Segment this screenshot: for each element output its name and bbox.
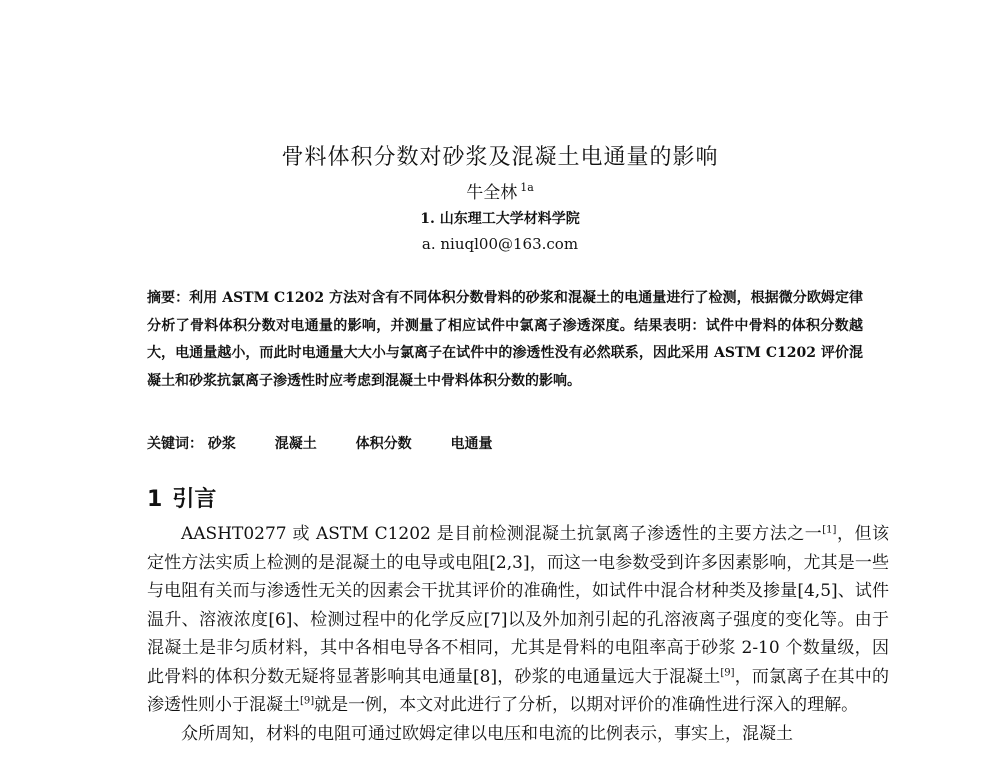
keywords-label: 关键词： (147, 436, 203, 452)
abstract (147, 285, 863, 395)
paragraph: 众所周知，材料的电阻可通过欧姆定律以电压和电流的比例表示，事实上，混凝土 (181, 723, 793, 744)
keyword: 体积分数 (355, 436, 412, 452)
section-title: 引言 (172, 487, 217, 512)
keyword: 砂浆 (207, 436, 236, 452)
citation: [9] (720, 666, 735, 678)
author-name: 牛全林 (466, 183, 518, 203)
paper-title: 骨料体积分数对砂浆及混凝土电通量的影响 (281, 145, 719, 170)
citation: [1] (822, 524, 837, 536)
keywords (147, 433, 863, 453)
citation: [9] (300, 695, 315, 707)
section-heading (147, 482, 216, 513)
abstract-label: 摘要： (147, 290, 190, 306)
keyword: 混凝土 (274, 436, 317, 452)
section-number: 1 (147, 487, 163, 512)
author-line (0, 178, 1000, 203)
author-email: a. niuql00@163.com (421, 235, 579, 253)
abstract-text: 利用 ASTM C1202 方法对含有不同体积分数骨料的砂浆和混凝土的电通量进行了检测，根据微分欧姆定律分析了骨料体积分数对电通量的影响，并测量了相应试件中氯离子渗透深度。结果表明：试件中骨料的体积分数越大，电通量越小，而此时电通量大大小与氯离子在试件中的渗透性没有必然联系，因此采用 ASTM C1202 评价混凝土和砂浆抗氯离子渗透性时应考虑到混凝土中骨料体积分数的影响。 (147, 290, 864, 389)
paragraph: AASHT0277 或 ASTM C1202 是目前检测混凝土抗氯离子渗透性的主要方法之一[1]，但该定性方法实质上检测的是混凝土的电导或电阻[2,3]，而这一电参数受到许多因素影响，尤其是一些与电阻有关而与渗透性无关的因素会干扰其评价的准确性，如试件中混合材种类及掺量[4,5]、试件温升、溶液浓度[6]、检测过程中的化学反应[7]以及外加剂引起的孔溶液离子强度的变化等。由于混凝土是非匀质材料，其中各相电导各不相同，尤其是骨料的电阻率高于砂浆 2-10 个数量级，因此骨料的体积分数无疑将显著影响其电通量[8]，砂浆的电通量远大于混凝土[9]，而氯离子在其中的渗透性则小于混凝土[9]就是一例，本文对此进行了分析，以期对评价的准确性进行深入的理解。 (147, 524, 890, 715)
affiliation: 1. 山东理工大学材料学院 (420, 211, 580, 227)
keyword: 电通量 (450, 436, 493, 452)
body-text (147, 520, 889, 748)
author-superscript: 1a (520, 181, 534, 195)
